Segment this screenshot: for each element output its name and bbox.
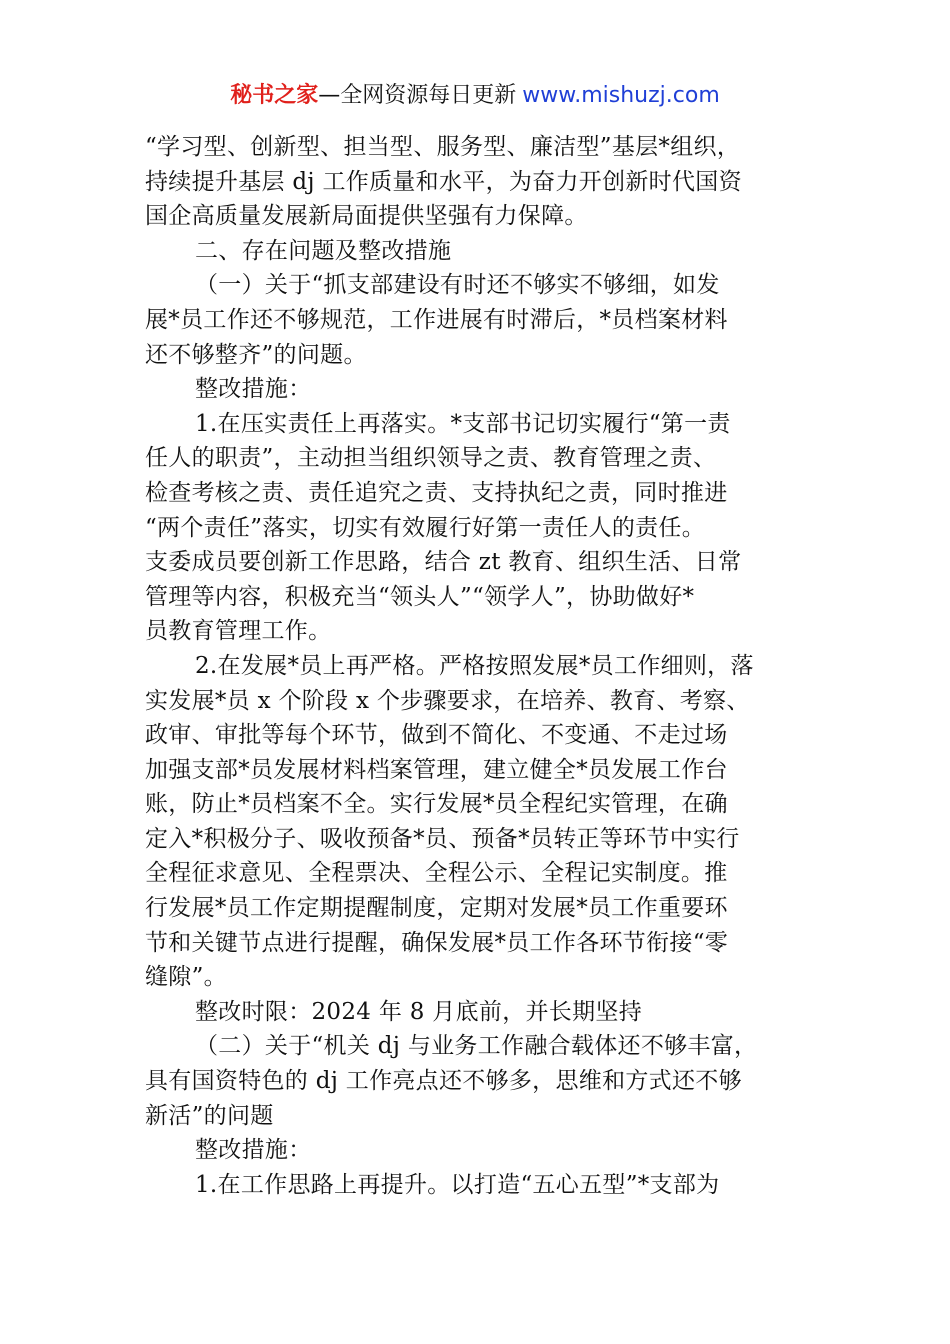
site-brand: 秘书之家	[230, 83, 319, 108]
text-line: 节和关键节点进行提醒，确保发展*员工作各环节衔接“零	[145, 929, 729, 956]
site-header	[0, 80, 950, 112]
text-line: 具有国资特色的 dj 工作亮点还不够多，思维和方式还不够	[145, 1068, 742, 1095]
text-line: 还不够整齐”的问题。	[145, 341, 367, 368]
text-line: （一）关于“抓支部建设有时还不够实不够细，如发	[195, 272, 720, 299]
text-line: “学习型、创新型、担当型、服务型、廉洁型”基层*组织，	[145, 134, 741, 160]
text-line: 任人的职责”，主动担当组织领导之责、教育管理之责、	[145, 445, 717, 472]
text-line: 1.在压实责任上再落实。*支部书记切实履行“第一责	[195, 410, 731, 437]
text-line: 整改措施：	[195, 1137, 312, 1164]
text-line: 检查考核之责、责任追究之责、支持执纪之责，同时推进	[145, 479, 728, 506]
text-line: 政审、审批等每个环节，做到不简化、不变通、不走过场	[145, 722, 728, 749]
text-line: 账，防止*员档案不全。实行发展*员全程纪实管理，在确	[145, 791, 728, 818]
text-line: 整改时限：2024 年 8 月底前，并长期坚持	[195, 998, 642, 1025]
text-line: （二）关于“机关 dj 与业务工作融合载体还不够丰富，	[195, 1033, 758, 1060]
site-slogan: —全网资源每日更新	[318, 83, 517, 108]
text-line: “两个责任”落实，切实有效履行好第一责任人的责任。	[145, 514, 706, 541]
text-line: 全程征求意见、全程票决、全程公示、全程记实制度。推	[145, 860, 728, 887]
text-line: 新活”的问题	[145, 1102, 274, 1129]
text-line: 管理等内容，积极充当“领头人”“领学人”，协助做好*	[145, 583, 695, 610]
text-line: 员教育管理工作。	[145, 618, 332, 645]
text-line: 国企高质量发展新局面提供坚强有力保障。	[145, 203, 588, 230]
text-line: 整改措施：	[195, 376, 312, 403]
text-line: 展*员工作还不够规范，工作进展有时滞后，*员档案材料	[145, 306, 728, 333]
text-line: 二、存在问题及整改措施	[195, 237, 452, 264]
document-body	[145, 130, 815, 1202]
text-line: 行发展*员工作定期提醒制度，定期对发展*员工作重要环	[145, 895, 728, 922]
text-line: 缝隙”。	[145, 964, 227, 991]
text-line: 2.在发展*员上再严格。严格按照发展*员工作细则，落	[195, 652, 754, 679]
text-line: 定入*积极分子、吸收预备*员、预备*员转正等环节中实行	[145, 825, 740, 852]
text-line: 持续提升基层 dj 工作质量和水平，为奋力开创新时代国资	[145, 168, 742, 195]
site-url-link[interactable]: www.mishuzj.com	[522, 83, 720, 108]
text-line: 实发展*员 x 个阶段 x 个步骤要求，在培养、教育、考察、	[145, 687, 750, 714]
text-line: 支委成员要创新工作思路，结合 zt 教育、组织生活、日常	[145, 549, 742, 576]
text-line: 1.在工作思路上再提升。以打造“五心五型”*支部为	[195, 1171, 720, 1198]
text-line: 加强支部*员发展材料档案管理，建立健全*员发展工作台	[145, 756, 728, 783]
